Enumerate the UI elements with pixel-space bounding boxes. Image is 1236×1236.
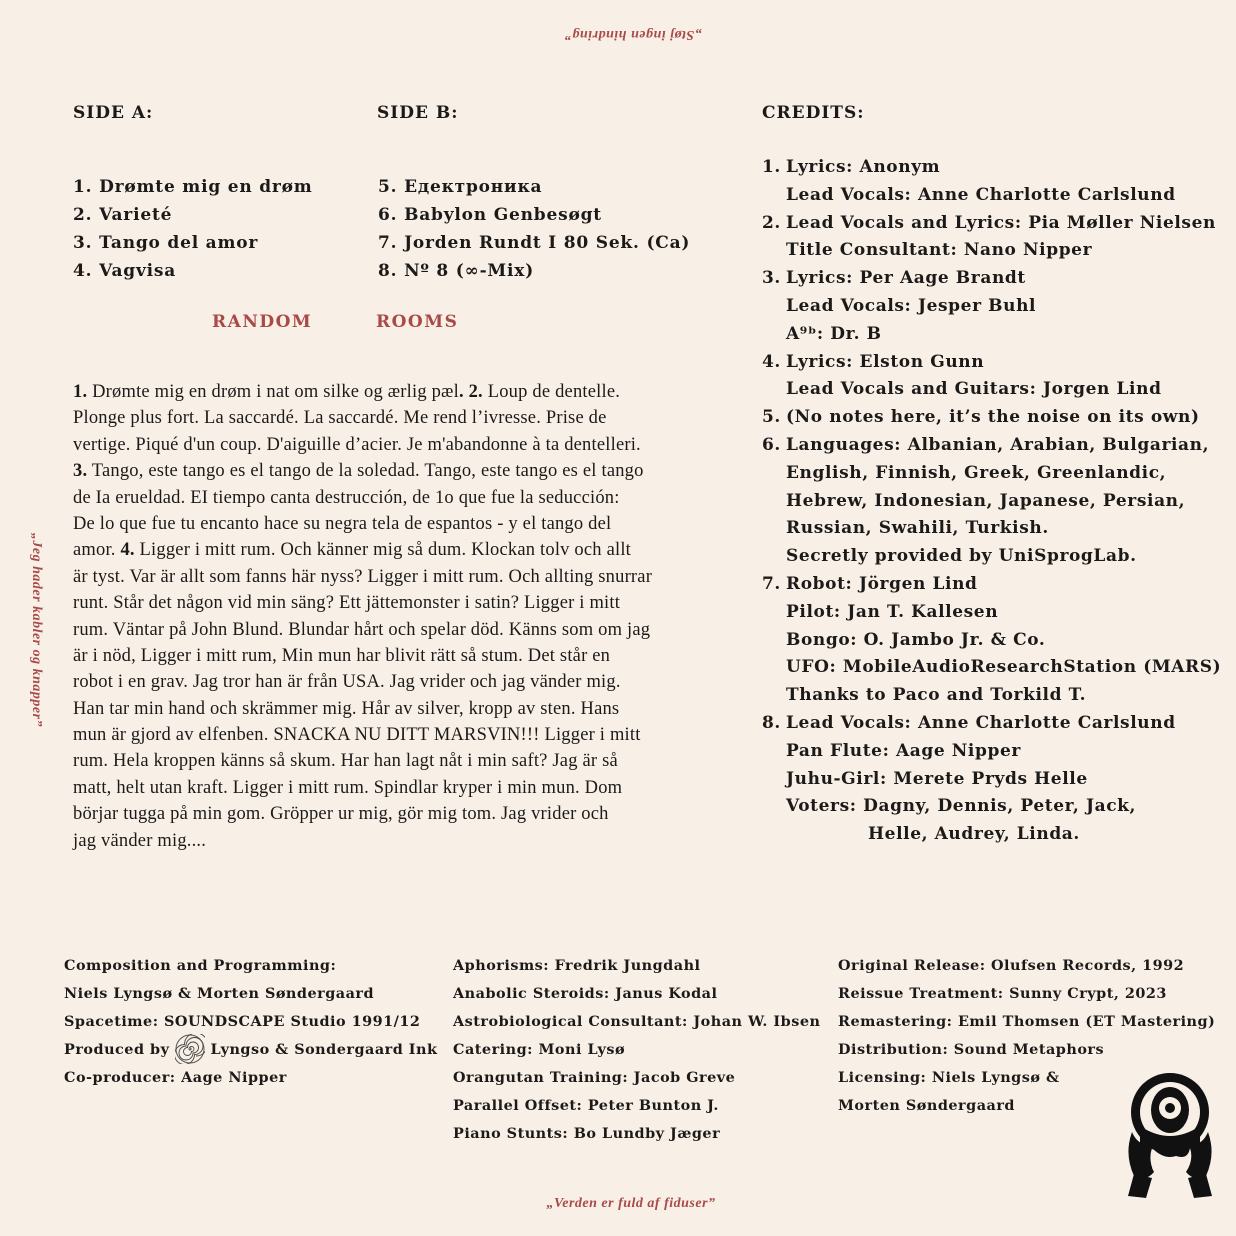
lyrics-line xyxy=(73,669,753,695)
lyrics-line xyxy=(73,458,753,484)
credit-number: 4. xyxy=(762,351,781,372)
credit-row xyxy=(762,404,1221,432)
credit-row xyxy=(762,182,1221,210)
credit-text: Lyrics: Elston Gunn xyxy=(786,351,985,372)
staff-row: Morten Søndergaard xyxy=(838,1097,1015,1114)
lyrics-line xyxy=(73,379,753,405)
track-item: 2. Varieté xyxy=(73,205,173,225)
credit-row xyxy=(762,793,1221,821)
verse-number: 3. xyxy=(73,461,88,482)
credit-text: (No notes here, it’s the noise on its own) xyxy=(786,407,1200,428)
credit-row xyxy=(762,432,1221,460)
staff-row: Composition and Programming: xyxy=(64,957,337,974)
credit-text: Juhu-Girl: Merete Pryds Helle xyxy=(786,768,1088,789)
bottom-motto: „Verden er fuld af fiduser” xyxy=(546,1196,716,1211)
verse-number: . 2. xyxy=(458,382,483,402)
staff-row: Distribution: Sound Metaphors xyxy=(838,1041,1105,1058)
lyrics-line xyxy=(73,617,753,643)
crouching-figure-logo xyxy=(1124,1064,1216,1204)
side-a-heading: SIDE A: xyxy=(73,103,154,123)
credit-number: 1. xyxy=(762,157,781,177)
track-item: 4. Vagvisa xyxy=(73,261,177,281)
credit-row xyxy=(762,265,1221,293)
lyrics-text: runt. Står det någon vid min säng? Ett jättemonster i satin? Ligger i mitt xyxy=(73,593,621,614)
lyrics-line xyxy=(73,643,753,669)
brand-word-rooms: ROOMS xyxy=(376,312,459,332)
credit-row xyxy=(762,460,1221,488)
lyrics-line xyxy=(73,405,753,431)
credit-text: Voters: Dagny, Dennis, Peter, Jack, xyxy=(786,796,1137,817)
credit-row xyxy=(762,154,1221,182)
staff-row: Spacetime: SOUNDSCAPE Studio 1991/12 xyxy=(64,1013,421,1030)
lyrics-line xyxy=(73,722,753,748)
credits-section xyxy=(762,103,865,123)
credit-text: Pilot: Jan T. Kallesen xyxy=(786,601,999,622)
credit-text: Pan Flute: Aage Nipper xyxy=(786,740,1021,761)
credit-text: Lead Vocals and Guitars: Jorgen Lind xyxy=(786,379,1162,400)
credit-text: Lyrics: Anonym xyxy=(786,157,941,177)
track-item: 3. Tango del amor xyxy=(73,233,259,253)
lyrics-text: Ligger i mitt rum. Och känner mig så dum. Klockan tolv och allt xyxy=(134,540,632,561)
lyrics-line xyxy=(73,511,753,537)
track-item: 7. Jorden Rundt I 80 Sek. (Ca) xyxy=(378,233,691,253)
credit-row xyxy=(762,321,1221,349)
producer-row xyxy=(64,1036,437,1064)
staff-row: Remastering: Emil Thomsen (ET Mastering) xyxy=(838,1013,1216,1030)
credit-number: 2. xyxy=(762,212,781,233)
credit-text: Russian, Swahili, Turkish. xyxy=(786,518,1049,539)
credit-row xyxy=(762,682,1221,710)
lyrics-text: börjar tugga på min gom. Gröpper ur mig, gör mig tom. Jag vrider och xyxy=(73,804,609,825)
lyrics-line xyxy=(73,828,753,854)
credit-row xyxy=(762,237,1221,265)
credit-row xyxy=(762,293,1221,321)
credit-text: A⁹ᵇ: Dr. B xyxy=(786,323,882,344)
lyrics-text: Plonge plus fort. La saccardé. La saccardé. Me rend l’ivresse. Prise de xyxy=(73,408,607,429)
lyrics-text: amor. xyxy=(73,540,121,561)
lyrics-text: mun är gjord av elfenben. SNACKA NU DITT MARSVIN!!! Ligger i mitt xyxy=(73,725,641,746)
staff-row: Catering: Moni Lysø xyxy=(453,1041,626,1058)
credit-text: Secretly provided by UniSprogLab. xyxy=(786,546,1137,567)
staff-row: Anabolic Steroids: Janus Kodal xyxy=(453,985,718,1002)
credit-text: Lead Vocals: Anne Charlotte Carlslund xyxy=(786,184,1176,205)
staff-row: Reissue Treatment: Sunny Crypt, 2023 xyxy=(838,985,1167,1002)
credit-row xyxy=(762,488,1221,516)
credit-text: Bongo: O. Jambo Jr. & Co. xyxy=(786,629,1046,650)
credit-text: Lead Vocals: Jesper Buhl xyxy=(786,295,1037,316)
credit-row xyxy=(762,738,1221,766)
staff-row: Astrobiological Consultant: Johan W. Ibsen xyxy=(453,1013,821,1030)
lyrics-text: Han tar min hand och skrämmer mig. Hår av silver, kropp av sten. Hans xyxy=(73,698,620,719)
credit-row xyxy=(762,210,1221,238)
lyrics-text: Drømte mig en drøm i nat om silke og ærlig pæl xyxy=(87,382,459,402)
staff-row: Niels Lyngsø & Morten Søndergaard xyxy=(64,985,375,1002)
lyrics-text: robot i en grav. Jag tror han är från USA. Jag vrider och jag vänder mig. xyxy=(73,672,621,693)
verse-number: 1. xyxy=(73,382,88,402)
staff-row: Licensing: Niels Lyngsø & xyxy=(838,1069,1060,1086)
credit-row xyxy=(762,543,1221,571)
credit-row xyxy=(762,821,1221,849)
lyrics-line xyxy=(73,748,753,774)
credits-heading: CREDITS: xyxy=(762,103,865,123)
staff-row: Co-producer: Aage Nipper xyxy=(64,1069,287,1086)
lyrics-text: de Ia erueldad. EI tiempo canta destrucción, de 1o que fue la seducción: xyxy=(73,487,620,508)
side-b-section xyxy=(377,103,459,123)
credit-text: Languages: Albanian, Arabian, Bulgarian, xyxy=(786,434,1210,455)
brand-word-random: RANDOM xyxy=(212,312,313,332)
lyrics-line xyxy=(73,485,753,511)
side-a-section xyxy=(73,103,153,123)
spiral-icon xyxy=(175,1034,205,1062)
staff-row: Piano Stunts: Bo Lundby Jæger xyxy=(453,1125,721,1142)
side-motto: „Jeg hader kabler og knapper” xyxy=(29,532,44,728)
staff-row: Original Release: Olufsen Records, 1992 xyxy=(838,957,1185,974)
credit-text: English, Finnish, Greek, Greenlandic, xyxy=(786,462,1167,483)
side-b-heading: SIDE B: xyxy=(377,103,459,123)
lyrics-line xyxy=(73,432,753,458)
lyrics-line xyxy=(73,696,753,722)
lyrics-line xyxy=(73,775,753,801)
lyrics-text: matt, helt utan kraft. Ligger i mitt rum. Spindlar kryper i min mun. Dom xyxy=(73,777,623,798)
credit-row xyxy=(762,766,1221,794)
lyrics-text: rum. Väntar på John Blund. Blundar hårt och spelar död. Känns som om jag xyxy=(73,619,651,640)
credit-row xyxy=(762,710,1221,738)
credit-number: 8. xyxy=(762,712,781,733)
lyrics-text: Tango, este tango es el tango de la soledad. Tango, este tango es el tango xyxy=(87,461,644,482)
credit-row xyxy=(762,627,1221,655)
staff-row: Parallel Offset: Peter Bunton J. xyxy=(453,1097,719,1114)
lyrics-text: rum. Hela kroppen känns så skum. Har han lagt nåt i min saft? Jag är så xyxy=(73,751,618,772)
lyrics-line xyxy=(73,537,753,563)
lyrics-text: De lo que fue tu encanto hace su negra tela de espantos - y el tango del xyxy=(73,513,612,534)
credit-row xyxy=(762,376,1221,404)
produced-by-label: Produced by xyxy=(64,1041,170,1058)
staff-column-2 xyxy=(453,952,820,1148)
credit-row xyxy=(762,349,1221,377)
credit-row xyxy=(762,654,1221,682)
credit-text: Robot: Jörgen Lind xyxy=(786,573,978,594)
lyrics-line xyxy=(73,564,753,590)
credit-number: 6. xyxy=(762,434,781,455)
lyrics-line xyxy=(73,590,753,616)
staff-column-1 xyxy=(64,952,437,1092)
credit-row xyxy=(762,599,1221,627)
side-a-tracklist xyxy=(73,173,313,285)
lyrics-text: är tyst. Var är allt som fanns här nyss? Ligger i mitt rum. Och allting snurrar xyxy=(73,566,653,587)
staff-row: Orangutan Training: Jacob Greve xyxy=(453,1069,736,1086)
credit-text: Helle, Audrey, Linda. xyxy=(868,824,1080,845)
lyrics-text: är i nöd, Ligger i mitt rum, Min mun har blivit rätt så stum. Det står en xyxy=(73,645,611,666)
verse-number: 4. xyxy=(120,540,135,561)
credit-text: UFO: MobileAudioResearchStation (MARS) xyxy=(786,657,1222,678)
lyrics-block xyxy=(73,379,753,854)
track-item: 5. Едектроника xyxy=(378,177,543,197)
credit-row xyxy=(762,515,1221,543)
lyrics-text: vertige. Piqué d'un coup. D'aiguille d’acier. Je m'abandonne à ta dentelleri. xyxy=(73,434,641,455)
track-item: 8. Nº 8 (∞-Mix) xyxy=(378,261,535,281)
lyrics-text: jag vänder mig.... xyxy=(73,830,207,851)
staff-row: Aphorisms: Fredrik Jungdahl xyxy=(453,957,701,974)
credit-text: Hebrew, Indonesian, Japanese, Persian, xyxy=(786,490,1186,511)
track-item: 6. Babylon Genbesøgt xyxy=(378,205,602,225)
credit-text: Lead Vocals: Anne Charlotte Carlslund xyxy=(786,712,1176,733)
credit-number: 3. xyxy=(762,268,781,289)
credit-text: Title Consultant: Nano Nipper xyxy=(786,240,1093,261)
credit-text: Thanks to Paco and Torkild T. xyxy=(786,685,1087,706)
lyrics-line xyxy=(73,801,753,827)
top-motto: „Støj ingen hindring” xyxy=(564,27,702,42)
credit-number: 7. xyxy=(762,573,781,594)
lyrics-text: Loup de dentelle. xyxy=(482,382,621,402)
credits-list xyxy=(762,154,1221,849)
credit-number: 5. xyxy=(762,407,781,428)
credit-text: Lead Vocals and Lyrics: Pia Møller Nielsen xyxy=(786,212,1216,233)
track-item: 1. Drømte mig en drøm xyxy=(73,177,313,197)
label-name: Lyngso & Sondergaard Ink xyxy=(210,1041,438,1058)
side-b-tracklist xyxy=(378,173,690,285)
credit-text: Lyrics: Per Aage Brandt xyxy=(786,268,1026,289)
credit-row xyxy=(762,571,1221,599)
